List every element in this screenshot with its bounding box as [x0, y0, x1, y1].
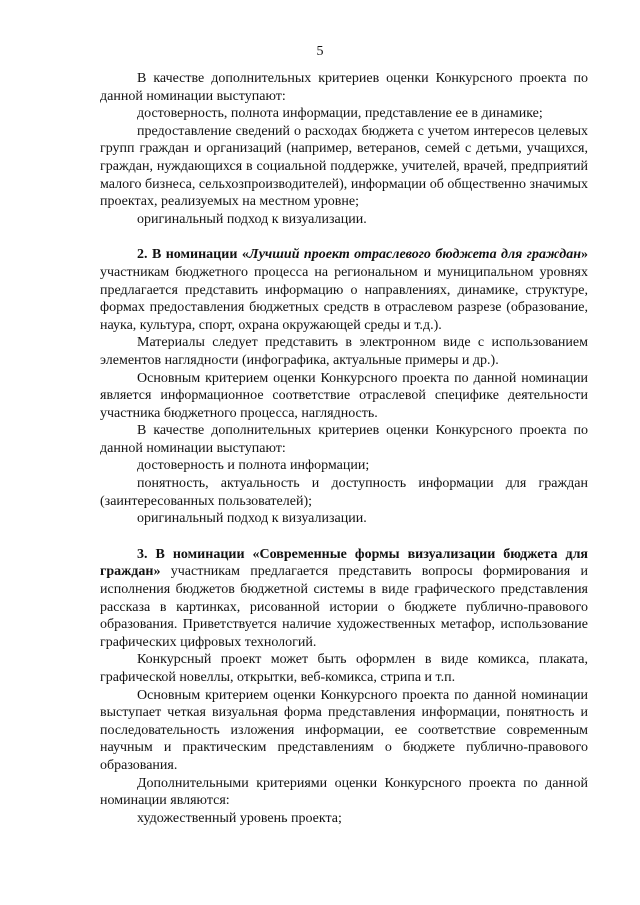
paragraph-original-approach-1 — [100, 211, 588, 229]
paragraph-text: Основным критерием оценки Конкурсного проекта по данной номинации выступает четкая визуальная форма представления информации, понятность и последовательность изложения информации, ее соответствие современным научным и практическим представлениям о бюджете публично-правового образования. — [100, 687, 588, 773]
document-body — [100, 70, 588, 827]
paragraph-text: Материалы следует представить в электронном виде с использованием элементов наглядности (инфографика, актуальные примеры и др.). — [100, 335, 588, 368]
paragraph-expenditure-info — [100, 123, 588, 211]
nomination-2-lead-end: » — [581, 247, 588, 263]
paragraph-text: оригинальный подход к визуализации. — [137, 511, 367, 527]
paragraph-materials — [100, 334, 588, 369]
paragraph-text: Дополнительными критериями оценки Конкурсного проекта по данной номинации являются: — [100, 775, 588, 809]
paragraph-criteria-intro-2 — [100, 422, 588, 457]
nomination-2-lead: 2. В номинации « — [137, 247, 249, 263]
paragraph-text: участникам бюджетного процесса на региональном и муниципальном уровнях предлагается представить информацию о направлениях, динамике, структуре, формах предоставления бюджетных средств в отраслевом разрезе (образование, наука, культура, спорт, охрана окружающей среды и т.д.). — [100, 264, 588, 333]
paragraph-text: Конкурсный проект может быть оформлен в виде комикса, плаката, графической новеллы, открытки, веб-комикса, стрипа и т.п. — [100, 652, 588, 685]
paragraph-criteria-intro-1 — [100, 70, 588, 105]
nomination-3-title: 3. В номинации «Современные формы визуализации бюджета для граждан» — [100, 546, 588, 580]
paragraph-text: В качестве дополнительных критериев оценки Конкурсного проекта по данной номинации выступают: — [100, 423, 588, 456]
paragraph-clarity — [100, 475, 588, 510]
paragraph-artistic-level — [100, 810, 588, 828]
paragraph-text: художественный уровень проекта; — [137, 810, 342, 826]
paragraph-formats — [100, 651, 588, 686]
page-number: 5 — [316, 44, 324, 59]
paragraph-text: участникам предлагается представить вопросы формирования и исполнения бюджетов бюджетной системы в виде графического представления рассказа в картинках, рисованной истории о бюджете публично-правового образования. Приветствуется наличие художественных метафор, использование графических цифровых технологий. — [100, 564, 588, 650]
paragraph-reliability-2 — [100, 457, 588, 475]
paragraph-nomination-3 — [100, 546, 588, 652]
paragraph-text: предоставление сведений о расходах бюджета с учетом интересов целевых групп граждан и организаций (например, ветеранов, семей с детьми, учащихся, граждан, нуждающихся в социальной поддержке, учителей, врачей, предприятий малого бизнеса, сельхозпроизводителей), информации об общественно значимых проектах, реализуемых на местном уровне; — [100, 123, 588, 210]
paragraph-main-criterion-2 — [100, 370, 588, 423]
nomination-2-title: Лучший проект отраслевого бюджета для граждан — [248, 247, 581, 263]
paragraph-criteria-intro-3 — [100, 775, 588, 810]
paragraph-main-criterion-3 — [100, 687, 588, 775]
paragraph-text: понятность, актуальность и доступность информации для граждан (заинтересованных пользователей); — [100, 476, 588, 509]
paragraph-original-approach-2 — [100, 510, 588, 528]
paragraph-text: Основным критерием оценки Конкурсного проекта по данной номинации является информационное соответствие отраслевой специфике деятельности участника бюджетного процесса, наглядность. — [100, 370, 588, 421]
paragraph-nomination-2 — [100, 246, 588, 334]
paragraph-reliability-1 — [100, 105, 588, 123]
paragraph-text: достоверность, полнота информации, представление ее в динамике; — [137, 106, 543, 122]
paragraph-text: оригинальный подход к визуализации. — [137, 211, 367, 227]
paragraph-text: В качестве дополнительных критериев оценки Конкурсного проекта по данной номинации выступают: — [100, 71, 588, 104]
paragraph-text: достоверность и полнота информации; — [137, 458, 370, 474]
